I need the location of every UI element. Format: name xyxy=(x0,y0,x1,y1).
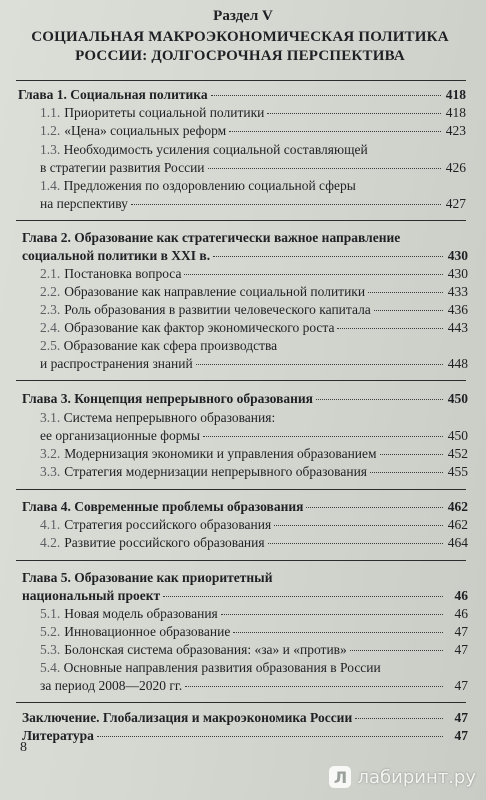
toc-entry-3-1: ее организационные формы 450 xyxy=(40,428,468,443)
toc-entry-4-1: 4.1. Стратегия российского образования 462 xyxy=(40,517,468,532)
toc-chapter-1: Глава 1. Социальная политика 418 xyxy=(18,87,466,102)
toc-entry-5-4-first: 5.4. Основные направления развития образования в России xyxy=(40,660,381,675)
toc-entry-1-2: 1.2. «Цена» социальных реформ 423 xyxy=(40,123,466,138)
labirint-logo-icon: Л xyxy=(329,766,351,788)
toc-chapter-2-first: Глава 2. Образование как стратегически важное направление xyxy=(22,230,401,245)
toc-entry-5-3: 5.3. Болонская система образования: «за» и «против» 47 xyxy=(40,642,468,657)
toc-entry-1-1: 1.1. Приоритеты социальной политики 418 xyxy=(40,105,466,120)
chapter-divider xyxy=(16,560,466,561)
chapter-divider xyxy=(16,220,466,221)
toc-entry-2-1: 2.1. Постановка вопроса 430 xyxy=(40,266,468,281)
toc-entry-1-4-first: 1.4. Предложения по оздоровлению социальной сферы xyxy=(40,178,356,193)
toc-entry-3-2: 3.2. Модернизация экономики и управления образованием 452 xyxy=(40,446,468,461)
toc-literature: Литература 47 xyxy=(22,728,468,743)
toc-entry-5-2: 5.2. Инновационное образование 47 xyxy=(40,624,468,639)
toc-entry-2-5-first: 2.5. Образование как сфера производства xyxy=(40,338,278,353)
toc-entry-1-3-first: 1.3. Необходимость усиления социальной составляющей xyxy=(40,142,368,157)
chapter-divider xyxy=(16,702,466,703)
section-title-line-2: РОССИИ: ДОЛГОСРОЧНАЯ ПЕРСПЕКТИВА xyxy=(75,48,405,64)
toc-entry-5-4: за период 2008—2020 гг. 47 xyxy=(40,678,468,693)
toc-chapter-3: Глава 3. Концепция непрерывного образования 450 xyxy=(22,391,468,406)
toc-chapter-5: национальный проект 46 xyxy=(22,588,468,603)
section-label: Раздел V xyxy=(213,8,273,24)
toc-chapter-5-first: Глава 5. Образование как приоритетный xyxy=(22,570,273,585)
toc-conclusion: Заключение. Глобализация и макроэкономика России 47 xyxy=(22,710,468,725)
page-ref: 418 xyxy=(445,87,466,102)
toc-entry-1-4: на перспективу 427 xyxy=(40,196,466,211)
toc-chapter-2: социальной политики в XXI в. 430 xyxy=(22,248,468,263)
toc-entry-5-1: 5.1. Новая модель образования 46 xyxy=(40,606,468,621)
toc-entry-2-2: 2.2. Образование как направление социальной политики 433 xyxy=(40,284,468,299)
chapter-divider xyxy=(16,380,466,381)
toc-entry-2-5: и распространения знаний 448 xyxy=(40,356,468,371)
toc-entry-2-3: 2.3. Роль образования в развитии человеческого капитала 436 xyxy=(40,302,468,317)
toc-chapter-4: Глава 4. Современные проблемы образования 462 xyxy=(22,499,468,514)
watermark-text: лабиринт.ру xyxy=(357,766,476,788)
toc-entry-2-4: 2.4. Образование как фактор экономического роста 443 xyxy=(40,320,468,335)
page-number: 8 xyxy=(20,740,27,755)
toc-entry-3-1-first: 3.1. Система непрерывного образования: xyxy=(40,410,276,425)
labirint-watermark xyxy=(329,766,476,788)
chapter-divider xyxy=(16,489,466,490)
toc-entry-1-3: в стратегии развития России 426 xyxy=(40,160,466,175)
section-title-line-1: СОЦИАЛЬНАЯ МАКРОЭКОНОМИЧЕСКАЯ ПОЛИТИКА xyxy=(31,29,449,45)
toc-entry-3-3: 3.3. Стратегия модернизации непрерывного образования 455 xyxy=(40,464,468,479)
toc-entry-4-2: 4.2. Развитие российского образования 464 xyxy=(40,535,468,550)
